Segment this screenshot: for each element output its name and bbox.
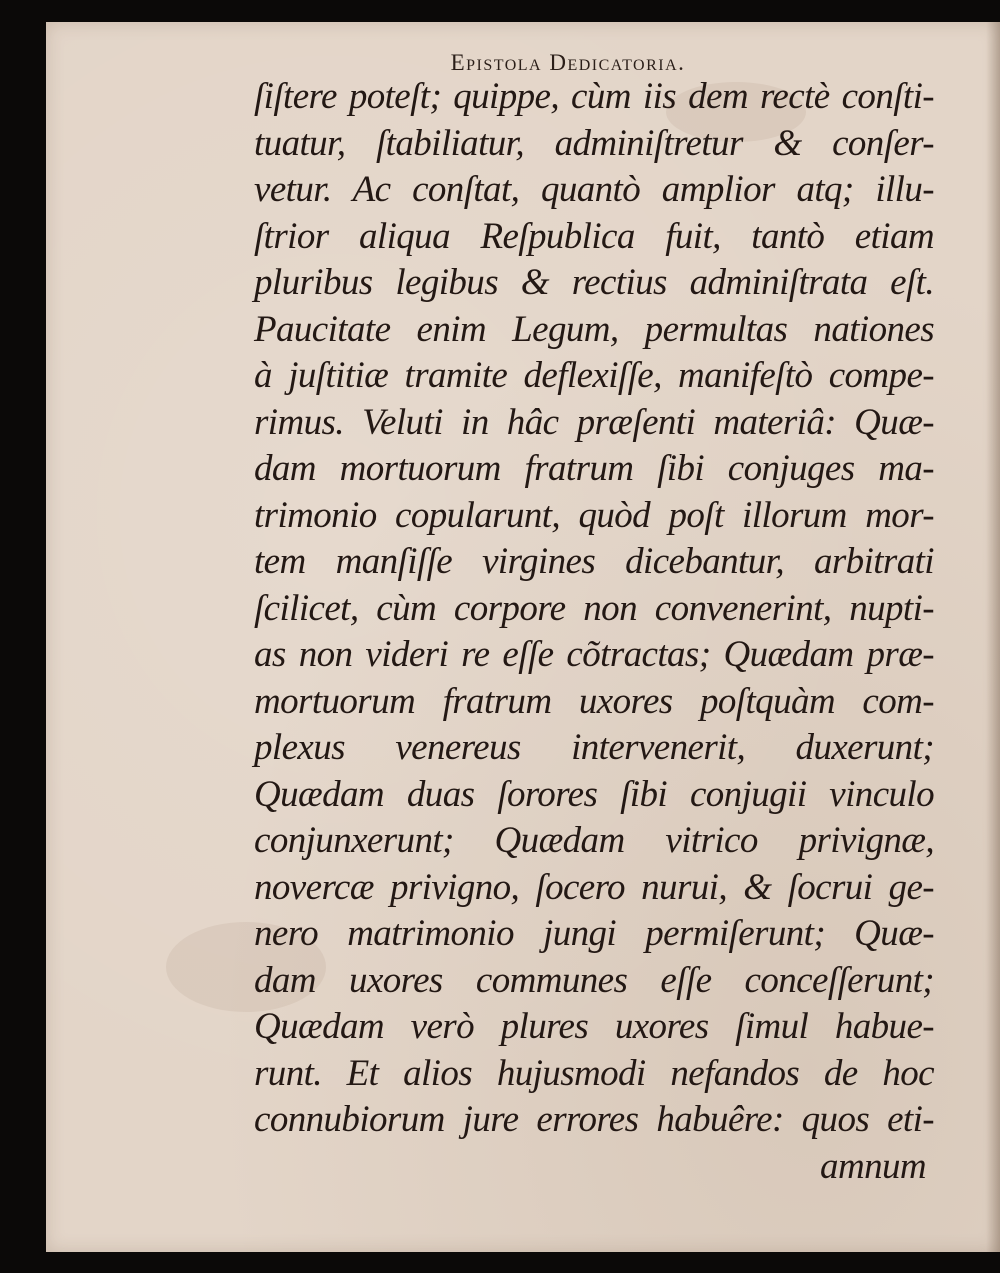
text-line: Paucitate enim Legum, permultas nationes	[254, 308, 934, 350]
text-line: pluribus legibus & rectius adminiſtrata eſt.	[254, 262, 934, 303]
text-line: dam uxores communes eſſe conceſſerunt;	[254, 959, 934, 1001]
text-line: conjunxerunt; Quædam vitrico privignæ,	[254, 820, 934, 861]
running-head: Epistola Dedicatoria.	[450, 50, 686, 75]
text-line: tem manſiſſe virgines dicebantur, arbitrati	[254, 541, 934, 582]
text-line: tuatur, ſtabiliatur, adminiſtretur & conſer-	[254, 122, 934, 164]
catchword: amnum	[820, 1145, 926, 1187]
text-line: Quædam duas ſorores ſibi conjugii vinculo	[254, 773, 934, 815]
text-line: vetur. Ac conſtat, quantò amplior atq; illu-	[254, 169, 934, 210]
text-line: ſiſtere poteſt; quippe, cùm iis dem rectè conſti-	[254, 76, 934, 117]
text-line: à juſtitiæ tramite deflexiſſe, manifeſtò compe-	[254, 355, 934, 396]
text-line: novercæ privigno, ſocero nurui, & ſocrui ge-	[254, 866, 934, 908]
page-edge-shadow	[986, 22, 1000, 1252]
text-line: connubiorum jure errores habuêre: quos eti-	[254, 1099, 934, 1140]
text-line: mortuorum fratrum uxores poſtquàm com-	[254, 680, 934, 722]
text-line: ſcilicet, cùm corpore non convenerint, nupti-	[254, 587, 934, 629]
text-line: as non videri re eſſe cõtractas; Quædam præ-	[254, 634, 934, 675]
text-line: ſtrior aliqua Reſpublica fuit, tantò etiam	[254, 215, 934, 257]
text-line: rimus. Veluti in hâc præſenti materiâ: Quæ-	[254, 401, 934, 443]
text-line: nero matrimonio jungi permiſerunt; Quæ-	[254, 913, 934, 954]
text-line: trimonio copularunt, quòd poſt illorum mor-	[254, 494, 934, 536]
text-line: runt. Et alios hujusmodi nefandos de hoc	[254, 1052, 934, 1094]
text-line: Quædam verò plures uxores ſimul habue-	[254, 1006, 934, 1047]
text-line: plexus venereus intervenerit, duxerunt;	[254, 727, 934, 768]
body-text	[254, 74, 934, 1190]
text-line: dam mortuorum fratrum ſibi conjuges ma-	[254, 448, 934, 489]
